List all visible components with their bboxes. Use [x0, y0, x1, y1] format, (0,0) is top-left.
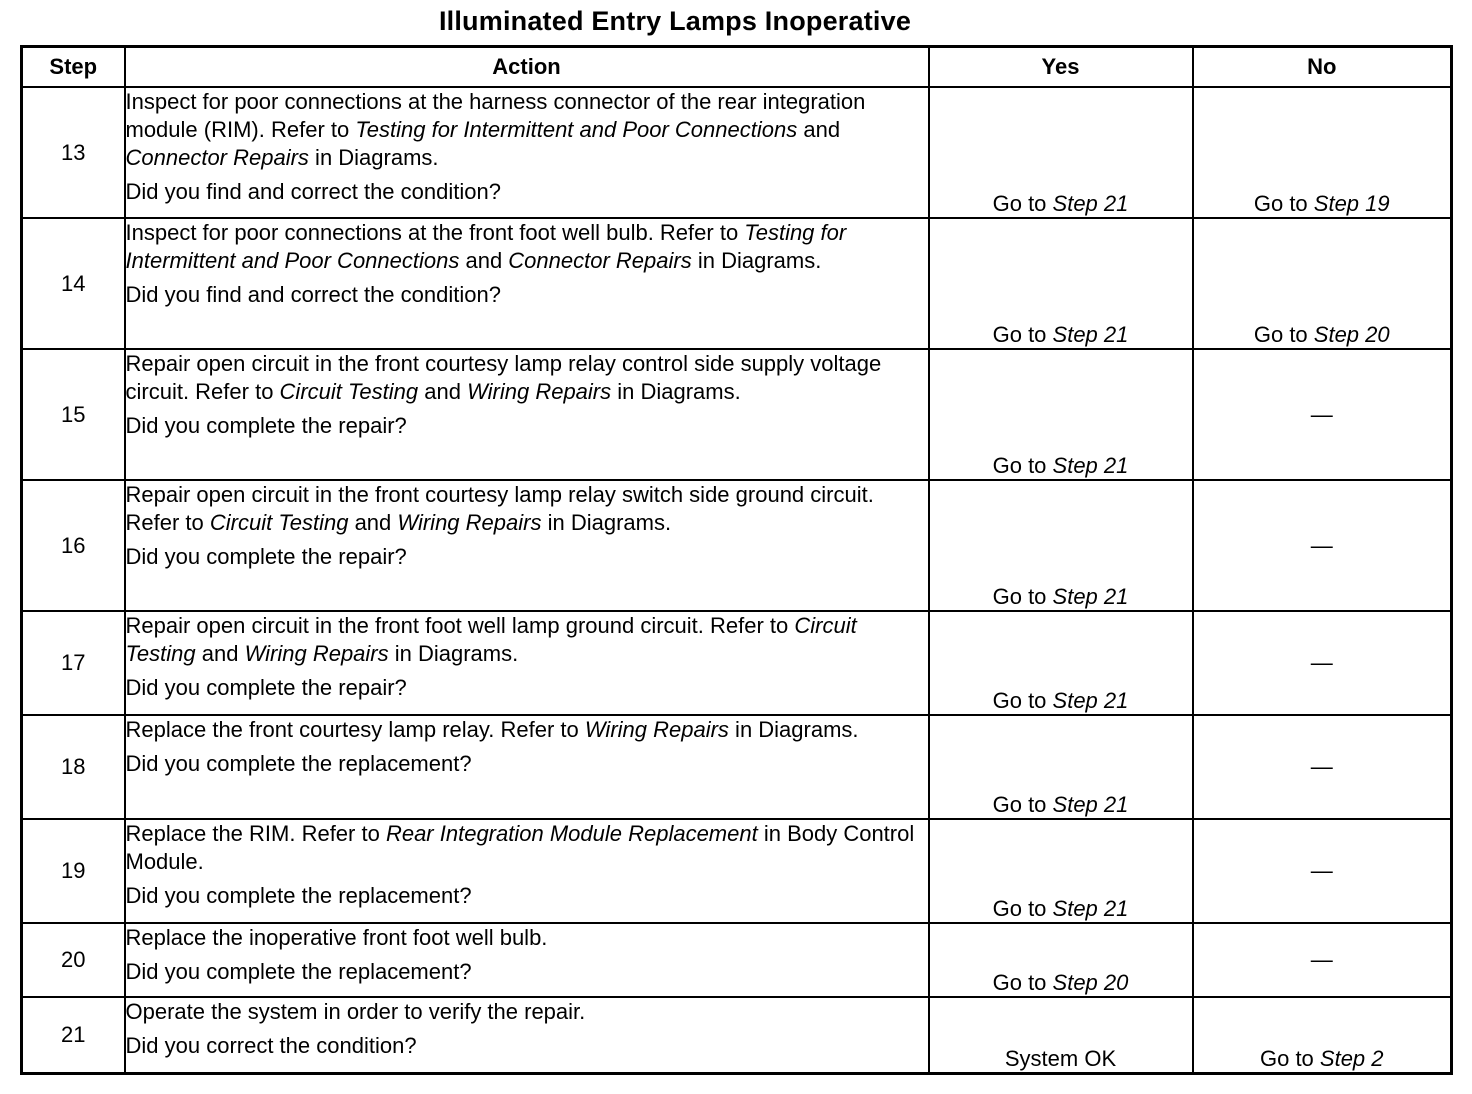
reference-title: Wiring Repairs	[584, 717, 729, 742]
reference-title: Testing for Intermittent and Poor Connections	[125, 220, 847, 273]
action-cell	[125, 218, 929, 349]
no-outcome	[1193, 923, 1452, 997]
reference-title: Wiring Repairs	[244, 641, 389, 666]
action-instruction	[126, 820, 928, 876]
instruction-text: and	[348, 510, 398, 535]
table-row	[22, 349, 1452, 480]
yes-outcome	[929, 819, 1193, 923]
yes-prefix: Go to	[992, 322, 1053, 347]
yes-step-ref: Step 21	[1052, 453, 1129, 478]
no-prefix: Go to	[1259, 1045, 1320, 1071]
action-question: Did you complete the replacement?	[125, 751, 472, 776]
instruction-text: Repair open circuit in the front courtesy lamp relay control side supply voltage circuit. Refer to	[125, 351, 882, 404]
instruction-text: Operate the system in order to verify the repair.	[125, 999, 586, 1024]
table-row	[22, 87, 1452, 218]
table-row	[22, 715, 1452, 819]
step-number: 15	[22, 349, 125, 480]
reference-title: Testing for Intermittent and Poor Connections	[355, 117, 798, 142]
no-outcome	[1193, 997, 1452, 1073]
action-question: Did you find and correct the condition?	[125, 179, 501, 204]
step-number: 16	[22, 480, 125, 611]
column-header-step: Step	[22, 47, 125, 88]
instruction-text: in Diagrams.	[728, 717, 859, 742]
no-text: —	[1310, 947, 1333, 972]
step-number: 14	[22, 218, 125, 349]
reference-title: Connector Repairs	[125, 145, 309, 170]
step-number: 19	[22, 819, 125, 923]
yes-outcome	[929, 715, 1193, 819]
no-step-ref: Step 2	[1319, 1045, 1384, 1071]
action-question: Did you complete the repair?	[125, 675, 407, 700]
reference-title: Rear Integration Module Replacement	[385, 821, 758, 846]
yes-prefix: Go to	[992, 453, 1053, 478]
action-instruction	[126, 350, 928, 406]
instruction-text: and	[195, 641, 245, 666]
no-text: —	[1310, 650, 1333, 675]
action-question: Did you complete the repair?	[125, 413, 407, 438]
yes-outcome	[929, 923, 1193, 997]
step-number: 21	[22, 997, 125, 1073]
action-cell	[125, 819, 929, 923]
instruction-text: Replace the RIM. Refer to	[125, 821, 386, 846]
column-header-yes: Yes	[929, 47, 1193, 88]
instruction-text: Inspect for poor connections at the front foot well bulb. Refer to	[125, 220, 745, 245]
action-instruction	[126, 88, 928, 172]
no-prefix: Go to	[1253, 191, 1314, 216]
table-row	[22, 480, 1452, 611]
yes-prefix: Go to	[992, 584, 1053, 609]
no-prefix: Go to	[1253, 322, 1314, 347]
step-number: 13	[22, 87, 125, 218]
instruction-text: in Diagrams.	[611, 379, 741, 404]
action-question: Did you complete the replacement?	[125, 883, 472, 908]
no-text: —	[1310, 858, 1333, 883]
no-outcome	[1193, 218, 1452, 349]
diagnostic-table	[20, 45, 1453, 1075]
action-cell	[125, 997, 929, 1073]
no-outcome	[1193, 819, 1452, 923]
yes-outcome	[929, 997, 1193, 1073]
instruction-text: Replace the inoperative front foot well bulb.	[125, 925, 548, 950]
page-title: Illuminated Entry Lamps Inoperative	[438, 6, 912, 36]
table-header-row	[22, 47, 1452, 88]
yes-step-ref: Step 21	[1052, 688, 1129, 713]
instruction-text: in Diagrams.	[691, 248, 822, 273]
yes-outcome	[929, 218, 1193, 349]
yes-outcome	[929, 87, 1193, 218]
instruction-text: Inspect for poor connections at the harness connector of the rear integration module (RIM). Refer to	[125, 89, 866, 142]
step-number: 18	[22, 715, 125, 819]
action-instruction	[126, 998, 928, 1026]
yes-outcome	[929, 349, 1193, 480]
yes-step-ref: Step 21	[1052, 322, 1129, 347]
action-instruction	[126, 481, 928, 537]
no-outcome	[1193, 480, 1452, 611]
yes-step-ref: Step 20	[1052, 970, 1129, 995]
no-outcome	[1193, 611, 1452, 715]
no-step-ref: Step 19	[1313, 191, 1390, 216]
table-row	[22, 611, 1452, 715]
reference-title: Circuit Testing	[279, 379, 419, 404]
yes-step-ref: Step 21	[1052, 191, 1129, 216]
yes-prefix: Go to	[992, 970, 1053, 995]
table-body	[22, 87, 1452, 1073]
action-question: Did you complete the repair?	[125, 544, 407, 569]
reference-title: Circuit Testing	[209, 510, 349, 535]
yes-step-ref: Step 21	[1052, 584, 1129, 609]
action-cell	[125, 715, 929, 819]
instruction-text: in Diagrams.	[308, 145, 439, 170]
yes-prefix: Go to	[992, 792, 1053, 817]
yes-outcome	[929, 480, 1193, 611]
instruction-text: in Body Control Module.	[125, 821, 915, 874]
step-number: 20	[22, 923, 125, 997]
reference-title: Wiring Repairs	[397, 510, 542, 535]
no-text: —	[1310, 754, 1333, 779]
action-question: Did you correct the condition?	[125, 1033, 417, 1058]
action-cell	[125, 87, 929, 218]
action-instruction	[126, 219, 928, 275]
reference-title: Wiring Repairs	[467, 379, 612, 404]
instruction-text: in Diagrams.	[388, 641, 519, 666]
yes-step-ref: Step 21	[1052, 792, 1129, 817]
action-instruction	[126, 612, 928, 668]
no-step-ref: Step 20	[1313, 322, 1390, 347]
yes-step-ref: Step 21	[1052, 896, 1129, 921]
reference-title: Circuit Testing	[125, 613, 857, 666]
instruction-text: and	[459, 248, 509, 273]
column-header-no: No	[1193, 47, 1452, 88]
table-row	[22, 218, 1452, 349]
action-cell	[125, 923, 929, 997]
no-text: —	[1310, 532, 1333, 558]
no-outcome	[1193, 349, 1452, 480]
step-number: 17	[22, 611, 125, 715]
instruction-text: Repair open circuit in the front foot well lamp ground circuit. Refer to	[125, 613, 795, 638]
instruction-text: and	[797, 117, 841, 142]
action-instruction	[126, 924, 928, 952]
no-outcome	[1193, 87, 1452, 218]
instruction-text: Repair open circuit in the front courtesy lamp relay switch side ground circuit. Refer to	[125, 482, 874, 535]
reference-title: Connector Repairs	[508, 248, 692, 273]
yes-prefix: Go to	[992, 191, 1053, 216]
instruction-text: and	[418, 379, 468, 404]
yes-text: System OK	[1004, 1045, 1117, 1071]
yes-prefix: Go to	[992, 896, 1053, 921]
table-row	[22, 923, 1452, 997]
table-row	[22, 819, 1452, 923]
yes-outcome	[929, 611, 1193, 715]
action-cell	[125, 349, 929, 480]
yes-prefix: Go to	[992, 688, 1053, 713]
action-question: Did you find and correct the condition?	[125, 282, 501, 307]
no-outcome	[1193, 715, 1452, 819]
no-text: —	[1310, 401, 1333, 427]
action-instruction	[126, 716, 928, 744]
instruction-text: in Diagrams.	[541, 510, 672, 535]
action-cell	[125, 611, 929, 715]
action-question: Did you complete the replacement?	[125, 959, 472, 984]
column-header-action: Action	[125, 47, 929, 88]
table-row	[22, 997, 1452, 1073]
instruction-text: Replace the front courtesy lamp relay. Refer to	[125, 717, 585, 742]
action-cell	[125, 480, 929, 611]
